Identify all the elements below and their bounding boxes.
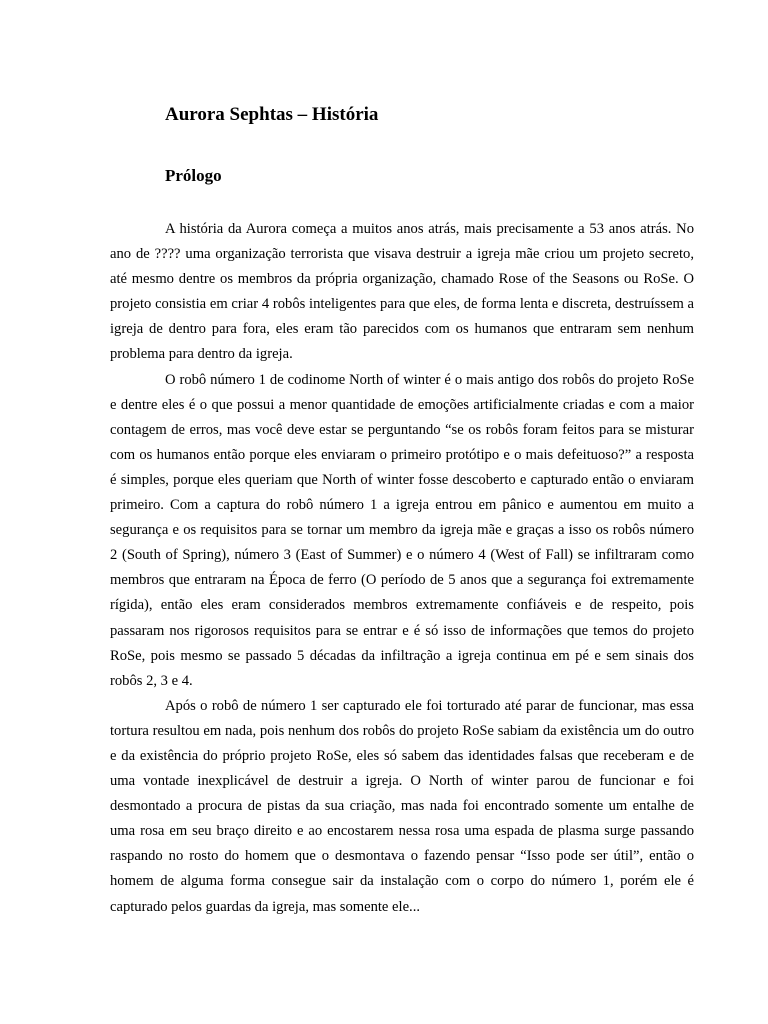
document-title: Aurora Sephtas – História — [165, 104, 379, 125]
section-heading: Prólogo — [165, 166, 222, 185]
document-body — [110, 217, 694, 920]
paragraph: Após o robô de número 1 ser capturado ele foi torturado até parar de funcionar, mas essa tortura resultou em nada, pois nenhum dos robôs do projeto RoSe sabiam da existência um do outro e da existência do próprio projeto RoSe, eles só sabem das identidades falsas que receberam e de uma vontade inexplicável de destruir a igreja. O North of winter parou de funcionar e foi desmontado a procura de pistas da sua criação, mas nada foi encontrado somente um entalhe de uma rosa em seu braço direito e ao encostarem nessa rosa uma espada de plasma surge passando raspando no rosto do homem que o desmontava o fazendo pensar “Isso pode ser útil”, então o homem de alguma forma consegue sair da instalação com o corpo do número 1, porém ele é capturado pelos guardas da igreja, mas somente ele... — [110, 697, 694, 915]
paragraph: O robô número 1 de codinome North of winter é o mais antigo dos robôs do projeto RoSe e dentre eles é o que possui a menor quantidade de emoções artificialmente criadas e com a maior contagem de erros, mas você deve estar se perguntando “se os robôs foram feitos para se misturar com os humanos então porque eles enviaram o primeiro protótipo e o mais defeituoso?” a resposta é simples, porque eles queriam que North of winter fosse descoberto e capturado então o enviaram primeiro. Com a captura do robô número 1 a igreja entrou em pânico e aumentou em muito a segurança e os requisitos para se tornar um membro da igreja mãe e graças a isso os robôs número 2 (South of Spring), número 3 (East of Summer) e o número 4 (West of Fall) se infiltraram como membros que entraram na Época de ferro (O período de 5 anos que a segurança foi extremamente rígida), então eles eram considerados membros extremamente confiáveis e de respeito, pois passaram nos rigorosos requisitos para se entrar e é só isso de informações que temos do projeto RoSe, pois mesmo se passado 5 décadas da infiltração a igreja continua em pé e sem sinais dos robôs 2, 3 e 4. — [110, 371, 694, 689]
paragraph: A história da Aurora começa a muitos anos atrás, mais precisamente a 53 anos atrás. No ano de ???? uma organização terrorista que visava destruir a igreja mãe criou um projeto secreto, até mesmo dentre os membros da própria organização, chamado Rose of the Seasons ou RoSe. O projeto consistia em criar 4 robôs inteligentes para que eles, de forma lenta e discreta, destruíssem a igreja de dentro para fora, eles eram tão parecidos com os humanos que entraram sem nenhum problema para dentro da igreja. — [110, 221, 694, 363]
